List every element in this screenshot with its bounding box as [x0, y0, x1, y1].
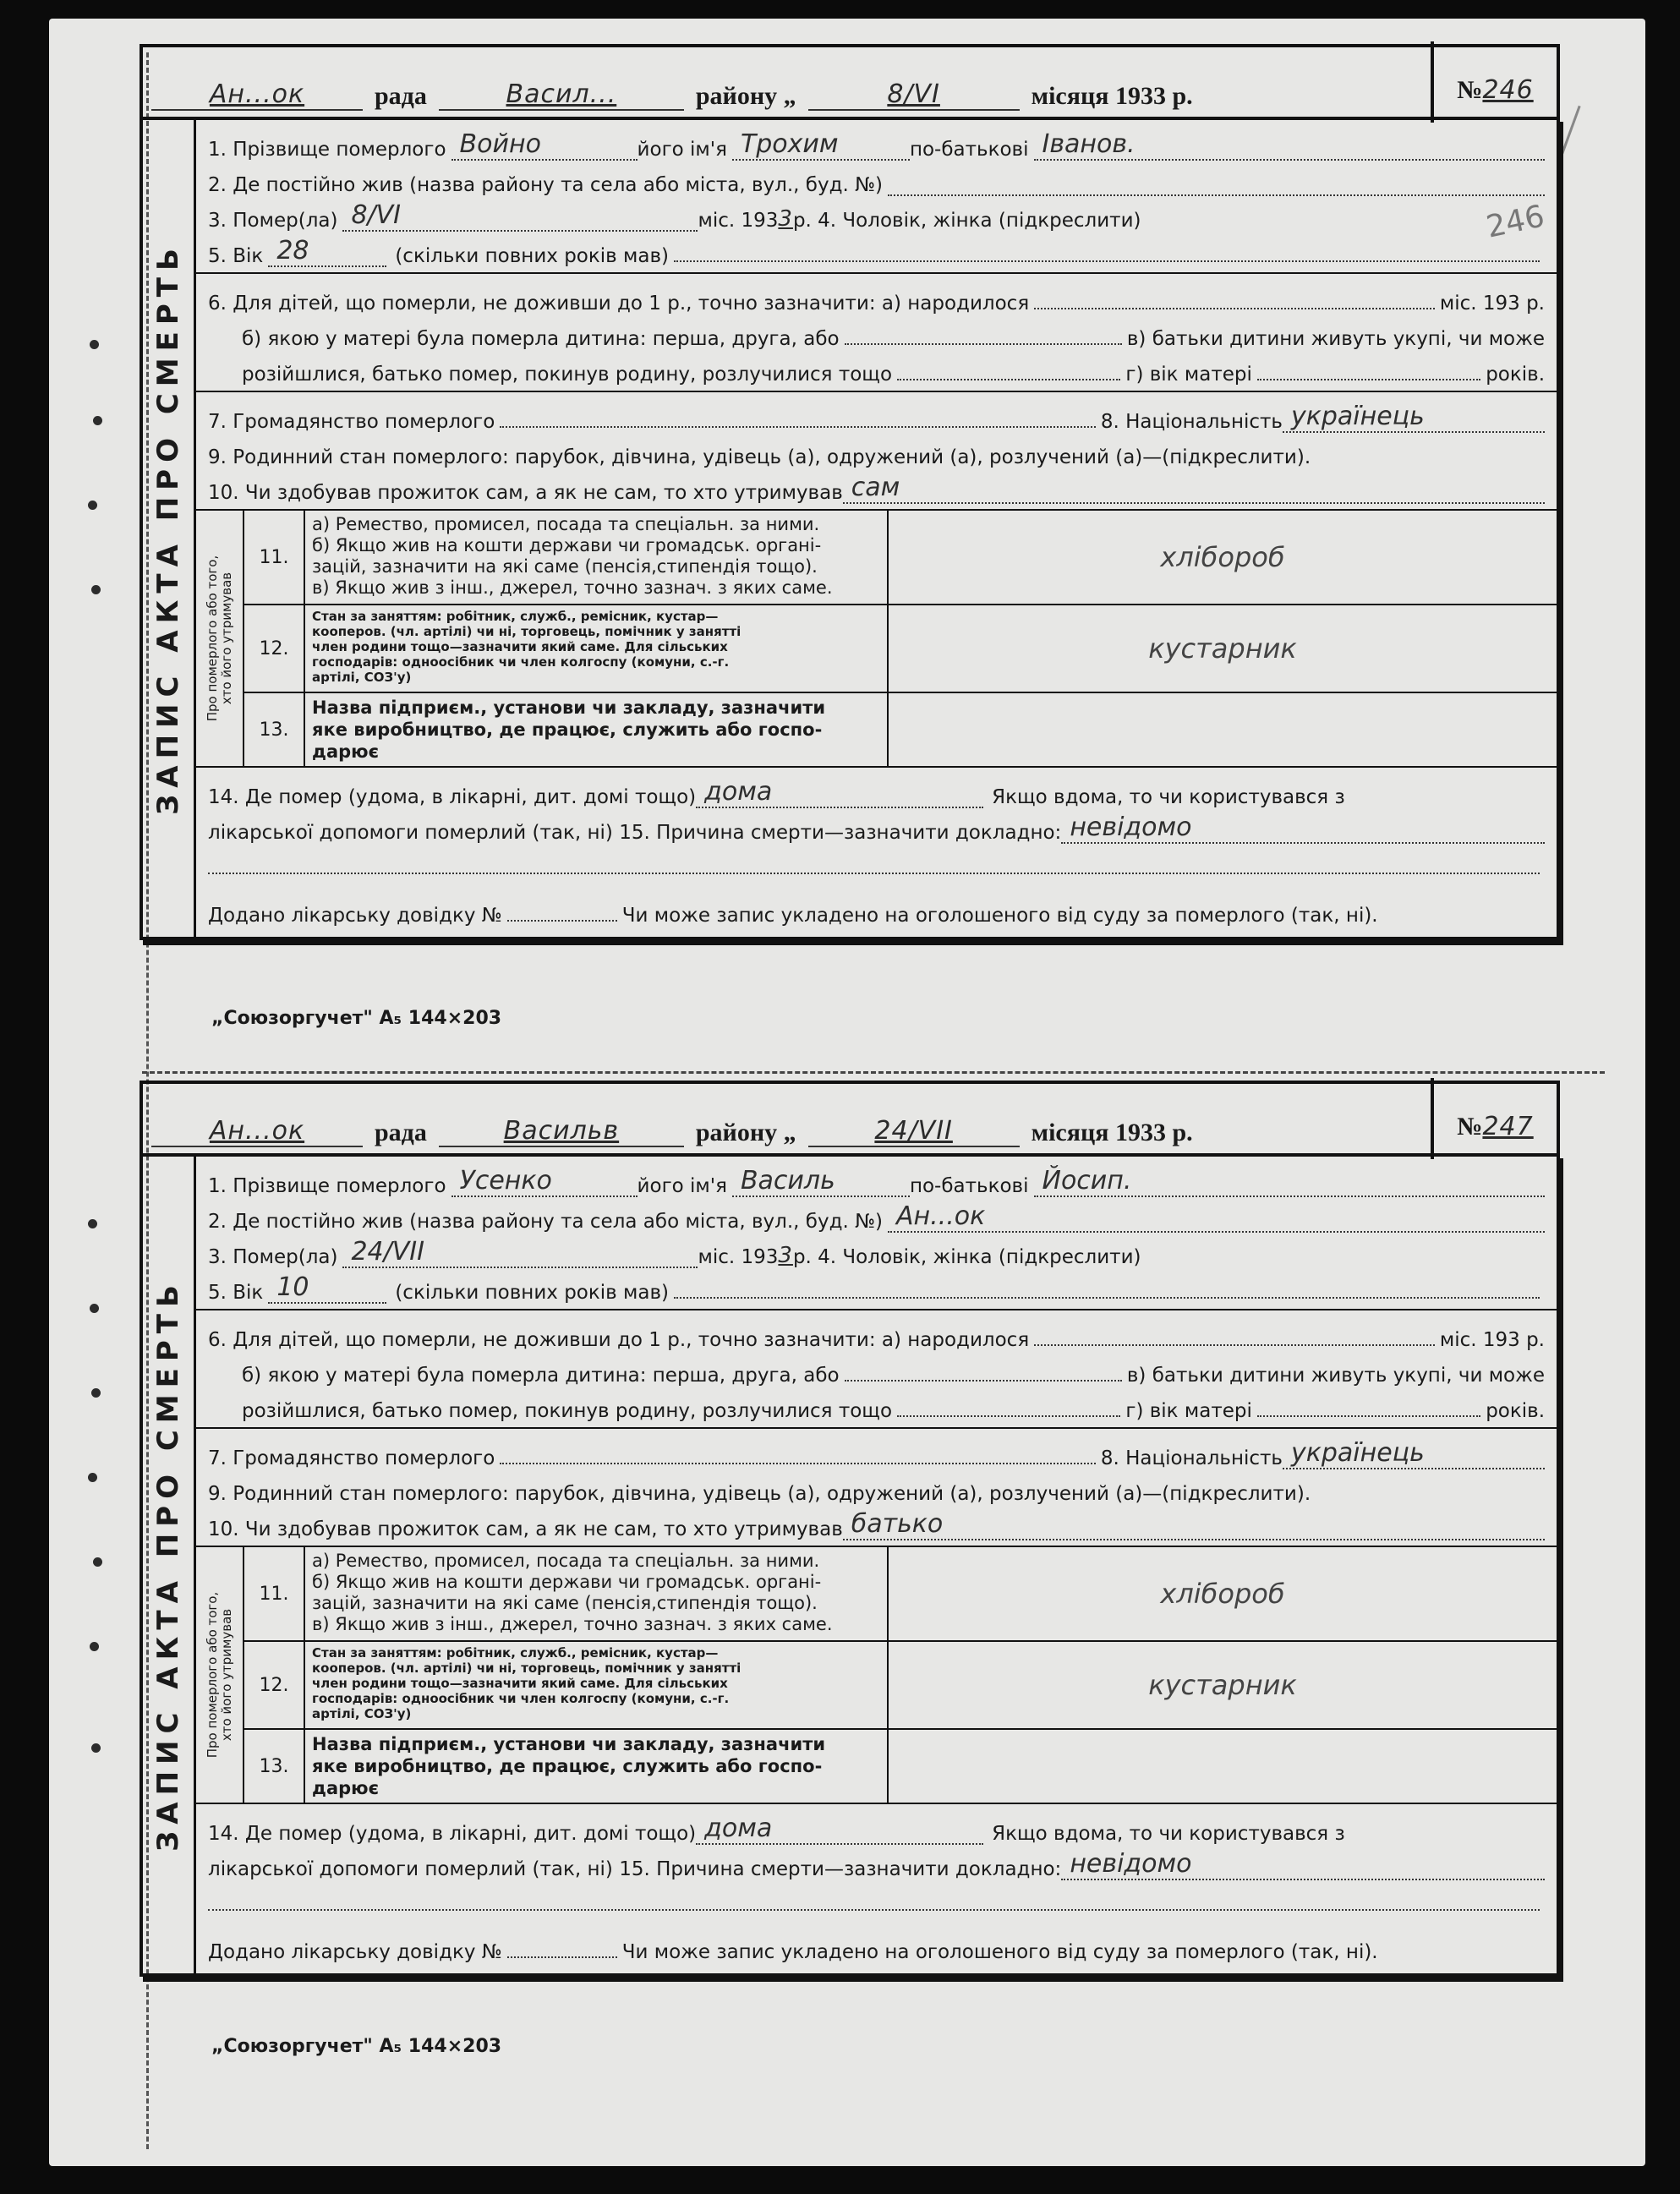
field-13 [244, 1730, 1557, 1803]
field-6-line-2 [208, 315, 1545, 350]
field-12-line: член родини тощо—зазначити який саме. Для сільських [312, 639, 728, 654]
field-6c-label: в) батьки дитини живуть укупі, чи може [1126, 1365, 1545, 1387]
field-13-number: 13. [244, 1730, 305, 1803]
dots [507, 919, 617, 922]
field-2-label: 2. Де постійно жив (назва району та села або міста, вул., буд. №) [208, 174, 883, 196]
field-2 [208, 161, 1545, 196]
field-9 [208, 433, 1545, 468]
section-death [196, 1804, 1557, 1973]
field-3-label: 3. Помер(ла) [208, 210, 338, 232]
section-children [196, 1310, 1557, 1429]
sex-label: р. 4. Чоловік, жінка (підкреслити) [792, 210, 1141, 232]
field-12-line: артілі, СОЗ'у) [312, 670, 412, 685]
occupation-value: хлібороб [1160, 1578, 1285, 1610]
field-7-8 [208, 1434, 1545, 1469]
card-content [196, 1157, 1557, 1973]
field-12-line: господарів: одноосібник чи член колгоспу (комуни, с.-г. [312, 1691, 730, 1706]
field-15 [208, 1845, 1545, 1880]
age-dots [674, 260, 1540, 262]
field-3-label: 3. Помер(ла) [208, 1246, 338, 1268]
section-civil [196, 1429, 1557, 1547]
occupation-rows [244, 511, 1557, 766]
marital-status-label: 9. Родинний стан померлого: парубок, дівчина, удівець (а), одружений (а), розлучений (а)—(підкреслити). [208, 446, 1311, 468]
section-civil [196, 392, 1557, 511]
medical-help-label: Якщо вдома, то чи користувався з [992, 786, 1345, 808]
first-name-value: Василь [732, 1166, 910, 1197]
field-13-line: Назва підприєм., установи чи закладу, зазначити [312, 1734, 826, 1754]
record-number [1434, 1084, 1557, 1153]
field-3 [208, 1233, 1545, 1268]
age-dots [674, 1296, 1540, 1299]
dots [1257, 1414, 1480, 1417]
month-label: місяця 1933 р. [1031, 82, 1193, 110]
field-12-line: кооперов. (чл. артілі) чи ні, торговець, помічник у занятті [312, 624, 741, 639]
field-11 [244, 511, 1557, 605]
print-footer-1: „Союзоргучет" А₅ 144×203 [211, 1008, 502, 1029]
years-label: років. [1486, 364, 1546, 386]
field-6-line-3 [208, 1387, 1545, 1422]
council-label: рада [375, 1119, 427, 1146]
field-11c: в) Якщо жив з інш., джерел, точно зазнач. з яких саме. [312, 577, 833, 598]
residence-value: Ан...ок [888, 1201, 1545, 1233]
field-1 [208, 125, 1545, 161]
section-identity [196, 1157, 1557, 1310]
occupation-value: хлібороб [1160, 541, 1285, 573]
field-11-desc [305, 1547, 889, 1640]
field-12-number: 12. [244, 1642, 305, 1728]
field-12-desc [305, 1642, 889, 1728]
dots [507, 1956, 617, 1958]
field-15-blank [208, 1880, 1545, 1916]
patronymic-value: Іванов. [1034, 129, 1546, 161]
field-6d-label: г) вік матері [1125, 1400, 1252, 1422]
field-2-label: 2. Де постійно жив (назва району та села або міста, вул., буд. №) [208, 1211, 883, 1233]
cause-label: лікарської допомоги померлий (так, ні) 15. Причина смерти—зазначити докладно: [208, 822, 1062, 844]
field-5 [208, 1268, 1545, 1304]
name-label: його ім'я [637, 1175, 727, 1197]
cause-value: невідомо [1061, 812, 1545, 844]
age-value: 28 [268, 236, 386, 267]
field-13-line: дарює [312, 741, 380, 762]
field-7-8 [208, 397, 1545, 433]
council-name: Ан...ок [151, 1116, 363, 1147]
field-6-line-2 [208, 1351, 1545, 1387]
side-title [143, 120, 196, 937]
field-12-line: господарів: одноосібник чи член колгоспу (комуни, с.-г. [312, 654, 730, 670]
council-name: Ан...ок [151, 79, 363, 111]
occupation-side-label [196, 1547, 244, 1803]
field-6c-label: в) батьки дитини живуть укупі, чи може [1126, 328, 1545, 350]
surname-value: Усенко [451, 1166, 638, 1197]
council-label: рада [375, 82, 427, 110]
age-hint: (скільки повних років мав) [395, 1282, 670, 1304]
death-record-card-1 [140, 44, 1560, 940]
side-title-text: ЗАПИС АКТА ПРО СМЕРТЬ [151, 242, 185, 815]
field-11-desc [305, 511, 889, 604]
section-identity [196, 120, 1557, 274]
field-1-label: 1. Прізвище померлого [208, 1175, 446, 1197]
death-year-value: 3 [778, 206, 793, 232]
birth-month-label: міс. 193 р. [1439, 293, 1545, 315]
field-11c: в) Якщо жив з інш., джерел, точно зазнач. з яких саме. [312, 1614, 833, 1634]
field-11-number: 11. [244, 1547, 305, 1640]
field-6-line-1 [208, 279, 1545, 315]
sex-label: р. 4. Чоловік, жінка (підкреслити) [792, 1246, 1141, 1268]
date-value: 24/VII [808, 1116, 1020, 1147]
record-number [1434, 47, 1557, 117]
field-6c-cont: розійшлися, батько помер, покинув родину, розлучилися тощо [242, 364, 893, 386]
number-label: № [1457, 1113, 1483, 1141]
district-label: району „ [695, 82, 796, 110]
occupation-side-text: Про померлого або того, хто його утримував [204, 1591, 234, 1759]
dots [1257, 378, 1480, 380]
field-6-label: 6. Для дітей, що померли, не доживши до 1 р., точно зазначити: а) народилося [208, 293, 1030, 315]
card-body [140, 1153, 1560, 1977]
patronymic-value: Йосип. [1034, 1166, 1546, 1197]
field-11a: а) Ремество, промисел, посада та спеціальн. за ними. [312, 514, 820, 534]
occupation-side-text: Про померлого або того, хто його утримував [204, 555, 234, 722]
field-11b: б) Якщо жив на кошти держави чи громадськ. органі- [312, 535, 822, 555]
years-label: років. [1486, 1400, 1546, 1422]
age-hint: (скільки повних років мав) [395, 245, 670, 267]
field-10 [208, 1505, 1545, 1540]
margin-mark [1561, 106, 1580, 154]
field-13-line: Назва підприєм., установи чи закладу, зазначити [312, 698, 826, 718]
print-footer-2: „Союзоргучет" А₅ 144×203 [211, 2036, 502, 2057]
marital-status-label: 9. Родинний стан померлого: парубок, дівчина, удівець (а), одружений (а), розлучений (а)—(підкреслити). [208, 1483, 1311, 1505]
name-label: його ім'я [637, 139, 727, 161]
card-header [140, 44, 1560, 117]
card-header [140, 1081, 1560, 1153]
field-13-line: яке виробництво, де працює, служить або госпо- [312, 719, 823, 740]
cause-continuation [208, 872, 1540, 874]
dots [500, 1462, 1096, 1464]
side-title [143, 1157, 196, 1973]
nationality-label: 8. Національність [1100, 411, 1283, 433]
court-record-label: Чи може запис укладено на оголошеного від суду за померлого (так, ні). [621, 1941, 1378, 1963]
field-12-line: кооперов. (чл. артілі) чи ні, торговець, помічник у занятті [312, 1661, 741, 1676]
court-record-label: Чи може запис укладено на оголошеного від суду за померлого (так, ні). [621, 905, 1378, 927]
death-place-value: дома [696, 1814, 983, 1845]
dots [500, 425, 1096, 428]
field-11-number: 11. [244, 511, 305, 604]
nationality-value: українець [1283, 402, 1545, 433]
card-separator [142, 1071, 1605, 1074]
field-6-line-3 [208, 350, 1545, 386]
dots [845, 342, 1122, 345]
citizenship-label: 7. Громадянство померлого [208, 411, 495, 433]
dots [1034, 1343, 1435, 1346]
field-6-line-1 [208, 1316, 1545, 1351]
support-label: 10. Чи здобував прожиток сам, а як не сам, то хто утримував [208, 482, 843, 504]
field-12-line: артілі, СОЗ'у) [312, 1706, 412, 1721]
certificate-label: Додано лікарську довідку № [208, 905, 502, 927]
death-record-card-2 [140, 1081, 1560, 1977]
field-16 [208, 879, 1545, 927]
number-value: 246 [1482, 75, 1534, 105]
death-place-label: 14. Де помер (удома, в лікарні, дит. домі тощо) [208, 786, 697, 808]
age-label: 5. Вік [208, 245, 264, 267]
field-9 [208, 1469, 1545, 1505]
field-11a: а) Ремество, промисел, посада та спеціальн. за ними. [312, 1551, 820, 1571]
death-place-value: дома [696, 777, 983, 808]
field-6b-label: б) якою у матері була померла дитина: перша, друга, або [242, 328, 840, 350]
dots [845, 1379, 1122, 1382]
field-12-desc [305, 605, 889, 692]
section-children [196, 274, 1557, 392]
field-12-line: член родини тощо—зазначити який саме. Для сільських [312, 1676, 728, 1691]
support-value: сам [843, 473, 1545, 504]
field-6b-label: б) якою у матері була померла дитина: перша, друга, або [242, 1365, 840, 1387]
side-title-text: ЗАПИС АКТА ПРО СМЕРТЬ [151, 1278, 185, 1852]
field-15-blank [208, 844, 1545, 879]
medical-help-label: Якщо вдома, то чи користувався з [992, 1823, 1345, 1845]
dots [897, 1414, 1120, 1417]
certificate-label: Додано лікарську довідку № [208, 1941, 502, 1963]
occupation-side-label [196, 511, 244, 766]
residence-value [888, 194, 1545, 196]
field-2 [208, 1197, 1545, 1233]
field-11b: б) Якщо жив на кошти держави чи громадськ. органі- [312, 1572, 822, 1592]
field-3 [208, 196, 1545, 232]
margin-number: 246 [1483, 199, 1548, 245]
district-name: Васил... [439, 79, 684, 111]
employment-status-value: кустарник [1148, 632, 1297, 665]
field-16 [208, 1916, 1545, 1963]
district-label: району „ [695, 1119, 796, 1146]
card-content [196, 120, 1557, 937]
death-year-value: 3 [778, 1243, 793, 1268]
field-11b-cont: зацій, зазначити на які саме (пенсія,стипендія тощо). [312, 1593, 818, 1613]
header-main [143, 1078, 1434, 1159]
age-value: 10 [268, 1272, 386, 1304]
section-occupation [196, 1547, 1557, 1804]
nationality-value: українець [1283, 1438, 1545, 1469]
workplace-value [889, 693, 1557, 766]
header-main [143, 41, 1434, 123]
workplace-value [889, 1730, 1557, 1803]
field-6d-label: г) вік матері [1125, 364, 1252, 386]
field-11 [244, 1547, 1557, 1642]
first-name-value: Трохим [732, 129, 910, 161]
field-13-desc [305, 693, 889, 766]
field-1-label: 1. Прізвище померлого [208, 139, 446, 161]
surname-value: Войно [451, 129, 638, 161]
field-13-number: 13. [244, 693, 305, 766]
patronymic-label: по-батькові [909, 1175, 1029, 1197]
birth-month-label: міс. 193 р. [1439, 1329, 1545, 1351]
field-12-line: Стан за заняттям: робітник, служб., ремісник, кустар— [312, 609, 719, 624]
field-14 [208, 773, 1545, 808]
employment-status-value: кустарник [1148, 1669, 1297, 1701]
field-13-desc [305, 1730, 889, 1803]
field-1 [208, 1162, 1545, 1197]
field-10 [208, 468, 1545, 504]
dots [1034, 307, 1435, 309]
field-12 [244, 605, 1557, 693]
section-death [196, 768, 1557, 937]
number-label: № [1457, 76, 1483, 104]
field-12-number: 12. [244, 605, 305, 692]
support-value: батько [843, 1509, 1545, 1540]
card-body [140, 117, 1560, 940]
citizenship-label: 7. Громадянство померлого [208, 1447, 495, 1469]
section-occupation [196, 511, 1557, 768]
death-place-label: 14. Де помер (удома, в лікарні, дит. домі тощо) [208, 1823, 697, 1845]
dots [897, 378, 1120, 380]
date-value: 8/VI [808, 79, 1020, 111]
field-14 [208, 1809, 1545, 1845]
field-15 [208, 808, 1545, 844]
nationality-label: 8. Національність [1100, 1447, 1283, 1469]
support-label: 10. Чи здобував прожиток сам, а як не сам, то хто утримував [208, 1518, 843, 1540]
field-11b-cont: зацій, зазначити на які саме (пенсія,стипендія тощо). [312, 556, 818, 577]
field-13-line: яке виробництво, де працює, служить або госпо- [312, 1756, 823, 1776]
cause-label: лікарської допомоги померлий (так, ні) 15. Причина смерти—зазначити докладно: [208, 1858, 1062, 1880]
patronymic-label: по-батькові [909, 139, 1029, 161]
death-date-value: 8/VI [342, 200, 698, 232]
field-5 [208, 232, 1545, 267]
age-label: 5. Вік [208, 1282, 264, 1304]
field-12-line: Стан за заняттям: робітник, служб., ремісник, кустар— [312, 1645, 719, 1661]
field-13 [244, 693, 1557, 766]
death-month-label: міс. 193 [698, 210, 779, 232]
number-value: 247 [1482, 1112, 1534, 1141]
death-date-value: 24/VII [342, 1237, 698, 1268]
field-6c-cont: розійшлися, батько помер, покинув родину, розлучилися тощо [242, 1400, 893, 1422]
cause-value: невідомо [1061, 1849, 1545, 1880]
death-month-label: міс. 193 [698, 1246, 779, 1268]
occupation-rows [244, 1547, 1557, 1803]
month-label: місяця 1933 р. [1031, 1119, 1193, 1146]
field-6-label: 6. Для дітей, що померли, не доживши до 1 р., точно зазначити: а) народилося [208, 1329, 1030, 1351]
district-name: Васильв [439, 1116, 684, 1147]
cause-continuation [208, 1908, 1540, 1911]
field-13-line: дарює [312, 1778, 380, 1798]
field-12 [244, 1642, 1557, 1730]
